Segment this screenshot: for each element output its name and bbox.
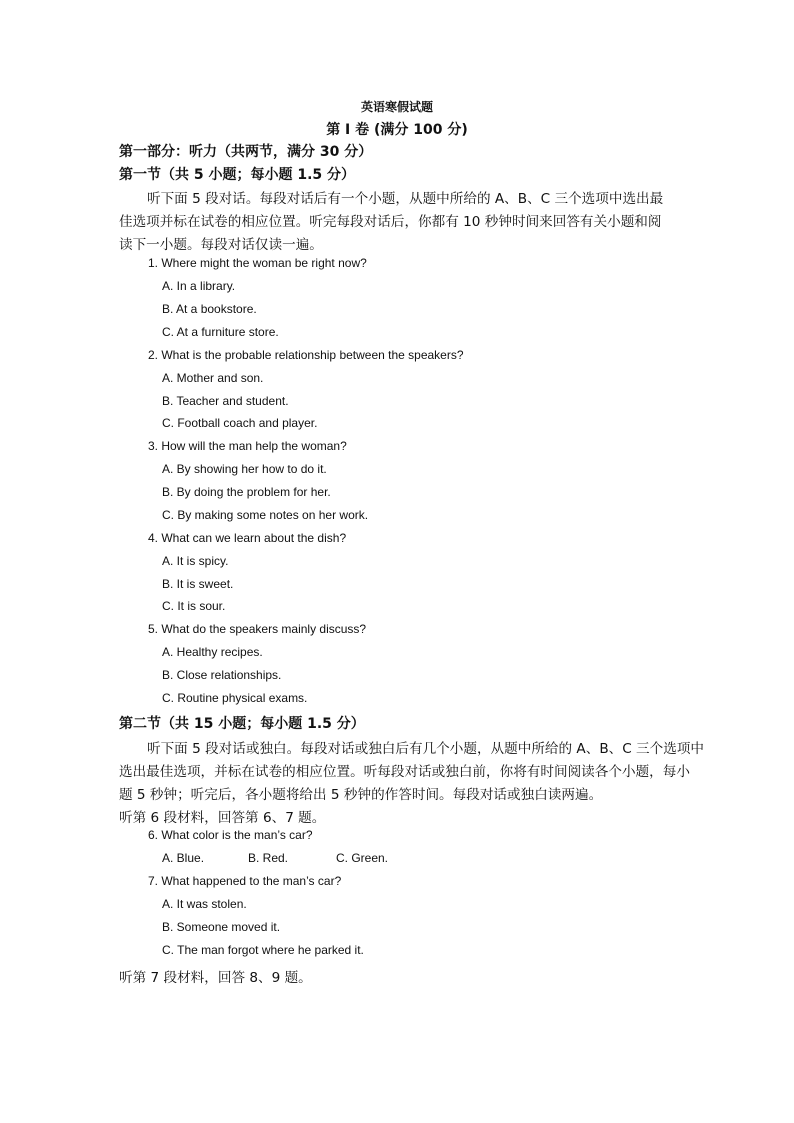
- question-3-option-b: B. By doing the problem for her.: [162, 485, 331, 499]
- question-6-option-c: C. Green.: [336, 851, 389, 865]
- question-7: 7. What happened to the man’s car?: [148, 874, 342, 888]
- question-3-option-c: C. By making some notes on her work.: [162, 508, 369, 522]
- question-4-option-b: B. It is sweet.: [162, 577, 234, 591]
- question-5-option-b: B. Close relationships.: [162, 668, 282, 682]
- question-7-option-a: A. It was stolen.: [162, 897, 247, 911]
- section1-instruction-line: 佳选项并标在试卷的相应位置。听完每段对话后，你都有 10 秒钟时间来回答有关小题和阅: [119, 214, 662, 230]
- question-1-option-c: C. At a furniture store.: [162, 325, 279, 339]
- section1-heading: 第一节（共 5 小题；每小题 1.5 分）: [119, 167, 356, 183]
- question-2: 2. What is the probable relationship between the speakers?: [148, 348, 464, 362]
- section2-instruction-line: 题 5 秒钟；听完后，各小题将给出 5 秒钟的作答时间。每段对话或独白读两遍。: [119, 787, 603, 803]
- question-2-option-c: C. Football coach and player.: [162, 416, 318, 430]
- question-7-option-b: B. Someone moved it.: [162, 920, 281, 934]
- question-6-option-a: A. Blue.: [162, 851, 205, 865]
- question-3: 3. How will the man help the woman?: [148, 439, 347, 453]
- question-7-option-c: C. The man forgot where he parked it.: [162, 943, 364, 957]
- question-2-option-b: B. Teacher and student.: [162, 394, 289, 408]
- section2-instruction-line: 选出最佳选项，并标在试卷的相应位置。听每段对话或独白前，你将有时间阅读各个小题，每小: [119, 764, 690, 780]
- material-6-label: 听第 6 段材料，回答第 6、7 题。: [119, 810, 326, 826]
- question-4-option-c: C. It is sour.: [162, 599, 226, 613]
- question-4: 4. What can we learn about the dish?: [148, 531, 347, 545]
- part1-heading: 第一部分：听力（共两节，满分 30 分）: [119, 144, 373, 160]
- question-5: 5. What do the speakers mainly discuss?: [148, 622, 367, 636]
- question-1: 1. Where might the woman be right now?: [148, 256, 367, 270]
- question-4-option-a: A. It is spicy.: [162, 554, 229, 568]
- exam-subtitle: 第 I 卷 (满分 100 分): [326, 122, 468, 138]
- section2-heading: 第二节（共 15 小题；每小题 1.5 分）: [119, 716, 365, 732]
- question-6-option-b: B. Red.: [248, 851, 289, 865]
- question-2-option-a: A. Mother and son.: [162, 371, 264, 385]
- section1-instruction-line: 读下一小题。每段对话仅读一遍。: [119, 237, 323, 253]
- question-6: 6. What color is the man’s car?: [148, 828, 313, 842]
- exam-title: 英语寒假试题: [360, 100, 433, 114]
- question-5-option-a: A. Healthy recipes.: [162, 645, 263, 659]
- question-3-option-a: A. By showing her how to do it.: [162, 462, 327, 476]
- question-6-options: [162, 851, 388, 865]
- section2-instruction-line: 听下面 5 段对话或独白。每段对话或独白后有几个小题，从题中所给的 A、B、C 三个选项中: [147, 741, 705, 757]
- question-1-option-a: A. In a library.: [162, 279, 236, 293]
- question-1-option-b: B. At a bookstore.: [162, 302, 257, 316]
- question-5-option-c: C. Routine physical exams.: [162, 691, 308, 705]
- section1-instruction-line: 听下面 5 段对话。每段对话后有一个小题，从题中所给的 A、B、C 三个选项中选出最: [147, 191, 664, 207]
- material-7-label: 听第 7 段材料，回答 8、9 题。: [119, 970, 312, 986]
